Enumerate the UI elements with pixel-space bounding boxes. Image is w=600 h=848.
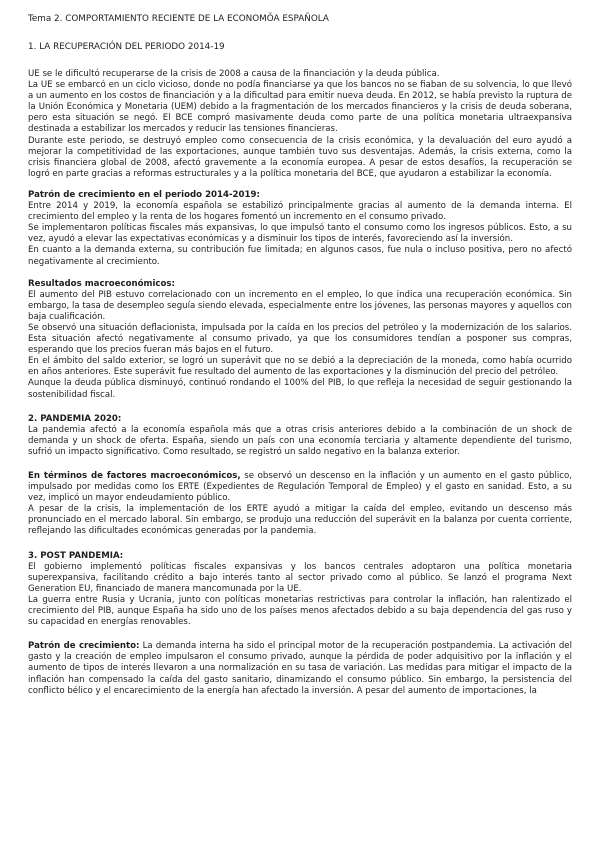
results-paragraph-4: Aunque la deuda pública disminuyó, continuó rondando el 100% del PIB, lo que refleja la necesidad de seguir gestionando la sostenibilidad fiscal. (28, 378, 572, 400)
growth-pattern-heading: Patrón de crecimiento en el periodo 2014-2019: (28, 189, 260, 200)
s1-intro-paragraph-2: La UE se embarcó en un ciclo vicioso, donde no podía financiarse ya que los bancos no se fiaban de su solvencia, lo que llevó a un aumento en los costos de financiación y a la dificultad para emitir nueva deuda. En 2012, se había previsto la ruptura de la Unión Económica y Monetaria (UEM) debido a la fragmentación de los mercados financieros y la crisis de deuda soberana, pero esta situación se negó. El BCE compró masivamente deuda como parte de una política monetaria ultraexpansiva destinada a estabilizar los mercados y reducir las tensiones financieras. (28, 80, 572, 135)
growth-paragraph-1: Entre 2014 y 2019, la economía española se estabilizó principalmente gracias al aumento de la demanda interna. El crecimiento del empleo y la renta de los hogares fomentó un incremento en el consumo privado. (28, 201, 572, 223)
growth-pattern-lead: Patrón de crecimiento: (28, 641, 140, 652)
results-paragraph-3: En el ámbito del saldo exterior, se logró un superávit que no se debió a la depreciación de la moneda, como había ocurrido en años anteriores. Este superávit fue resultado del aumento de las exportaciones y la disminución del precio del petróleo. (28, 356, 572, 378)
results-paragraph-1: El aumento del PIB estuvo correlacionado con un incremento en el empleo, lo que indica una recuperación económica. Sin embargo, la tasa de desempleo seguía siendo elevada, especialmente entre los jóvenes, las personas mayores y aquellos con baja cualificación. (28, 289, 572, 322)
section-1-heading: 1. LA RECUPERACIÓN DEL PERIODO 2014-19 (28, 42, 225, 52)
pandemic-paragraph-1: La pandemia afectó a la economía española más que a otras crisis anteriores debido a la combinación de un shock de demanda y un shock de oferta. España, siendo un país con una economía terciaria y altamente dependiente del turismo, sufrió un impacto significativo. Como resultado, se registró un saldo negativo en la balanza exterior. (28, 424, 572, 457)
pandemic-paragraph-3: A pesar de la crisis, la implementación de los ERTE ayudó a mitigar la caída del empleo, evitando un descenso más pronunciado en el mercado laboral. Sin embargo, se produjo una reducción del superávit en la balanza por cuenta corriente, reflejando las dificultades económicas generadas por la pandemia. (28, 504, 572, 537)
macro-results-heading: Resultados macroeconómicos: (28, 278, 175, 289)
growth-paragraph-2: Se implementaron políticas fiscales más expansivas, lo que impulsó tanto el consumo como los ingresos públicos. Esto, a su vez, ayudó a elevar las expectativas económicas y a disminuir los tipos de interés, favoreciendo así la inversión. (28, 223, 572, 245)
post-pandemic-paragraph-1: El gobierno implementó políticas fiscales expansivas y los bancos centrales adoptaron una política monetaria superexpansiva, facilitando crédito a bajo interés tanto al sector privado como al público. Se lanzó el programa Next Generation EU, financiado de manera mancomunada por la UE. (28, 561, 572, 594)
s1-intro-paragraph-1: UE se le dificultó recuperarse de la crisis de 2008 a causa de la financiación y la deuda pública. (28, 69, 440, 79)
post-pandemic-paragraph-3 (28, 641, 572, 696)
growth-paragraph-3: En cuanto a la demanda externa, su contribución fue limitada; en algunos casos, fue nula o incluso positiva, pero no afectó negativamente al crecimiento. (28, 245, 572, 267)
post-pandemic-paragraph-2: La guerra entre Rusia y Ucrania, junto con políticas monetarias restrictivas para controlar la inflación, han ralentizado el crecimiento del PIB, aunque España ha sido uno de los países menos afectados debido a su baja dependencia del gas ruso y su capacidad en energías renovables. (28, 594, 572, 628)
s1-intro-paragraph-3: Durante este periodo, se destruyó empleo como consecuencia de la crisis económica, y la devaluación del euro ayudó a mejorar la competitividad de las exportaciones, aunque también tuvo sus desventajas. Además, la crisis externa, como la crisis financiera global de 2008, afectó gravemente a la economía europea. A pesar de estos desafíos, la recuperación se logró en parte gracias a reformas estructurales y a la política monetaria del BCE, que ayudaron a estabilizar la economía. (28, 135, 572, 179)
growth-pattern-text: La demanda interna ha sido el principal motor de la recuperación postpandemia. La activación del gasto y la creación de empleo impulsaron el consumo privado, aunque la pérdida de poder adquisitivo por la inflación y el aumento de tipos de interés llevaron a una normalización en su tasa de variación. Las medidas para mitigar el impacto de la inflación han compensado la caída del gasto sanitario, dinamizando el consumo público. Sin embargo, la persistencia del conflicto bélico y el encarecimiento de la energía han afectado la inversión. A pesar del aumento de importaciones, la (28, 641, 572, 696)
results-paragraph-2: Se observó una situación deflacionista, impulsada por la caída en los precios del petróleo y la modernización de los salarios. Esta situación afectó negativamente al consumo privado, ya que los consumidores tendían a posponer sus compras, esperando que los precios fueran más bajos en el futuro. (28, 322, 572, 356)
section-2-heading: 2. PANDEMIA 2020: (28, 413, 122, 424)
document-title: Tema 2. COMPORTAMIENTO RECIENTE DE LA ECONOMÕA ESPAÑOLA (28, 14, 329, 24)
macro-factors-lead: En términos de factores macroeconómicos, (28, 471, 241, 481)
section-3-heading: 3. POST PANDEMIA: (28, 550, 124, 561)
pandemic-paragraph-2 (28, 471, 572, 504)
macro-factors-text: se observó un descenso en la inflación y un aumento en el gasto público, impulsado por medidas como los ERTE (Expedientes de Regulación Temporal de Empleo) y el gasto en sanidad. Esto, a su vez, implicó un mayor endeudamiento público. (28, 471, 572, 504)
